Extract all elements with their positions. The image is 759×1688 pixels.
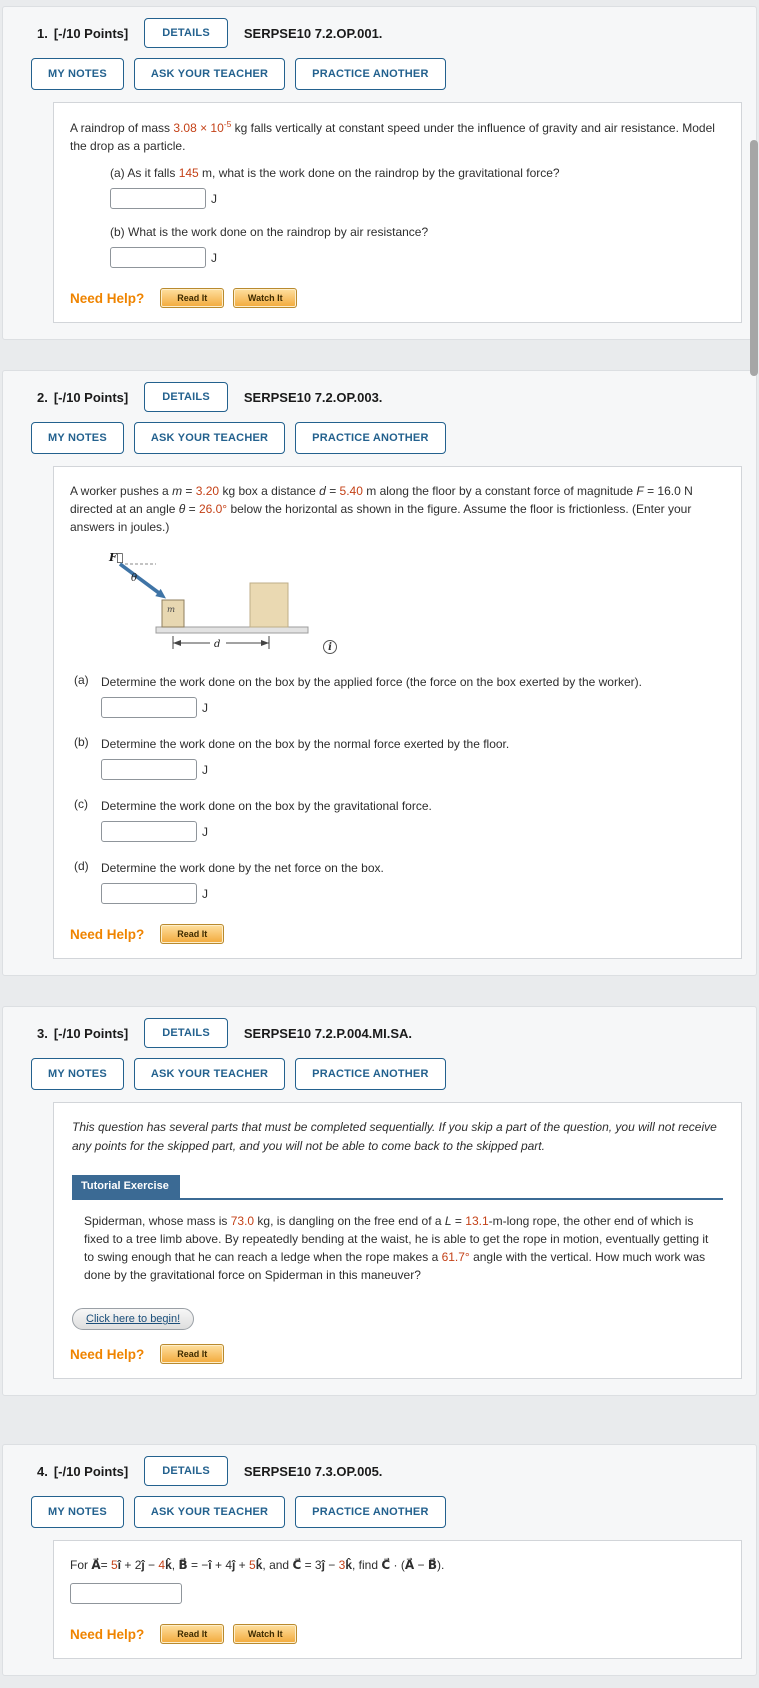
watch-it-button[interactable]: Watch It [233,288,297,308]
problem-4 [2,1444,757,1676]
part-text: Determine the work done on the box by the gravitational force. [101,799,432,813]
problem-3 [2,1006,757,1396]
ask-your-teacher-button[interactable]: ASK YOUR TEACHER [134,1496,285,1528]
answer-input[interactable] [70,1583,182,1604]
part-letter: (d) [74,859,89,873]
part-b-label: (b) What is the work done on the raindrop by air resistance? [110,225,429,239]
unit-label: J [211,191,217,206]
points-label: [-/10 Points] [53,25,129,41]
my-notes-button[interactable]: MY NOTES [31,422,124,454]
part-row [70,797,725,815]
answer-row [101,883,725,904]
read-it-button[interactable]: Read It [160,288,224,308]
ask-your-teacher-button[interactable]: ASK YOUR TEACHER [134,58,285,90]
figure-row [100,548,725,656]
part-a-answer-row [110,188,725,209]
problem-id: SERPSE10 7.3.OP.005. [243,1463,383,1479]
need-help-row [70,288,725,308]
unit-label: J [202,824,208,839]
problem-2 [2,370,757,976]
details-button[interactable]: DETAILS [144,1456,228,1486]
part-text: Determine the work done by the net force on the box. [101,861,384,875]
unit-label: J [211,250,217,265]
need-help-label: Need Help? [70,1346,145,1362]
answer-input[interactable] [110,188,206,209]
practice-another-button[interactable]: PRACTICE ANOTHER [295,1058,445,1090]
part-text: Determine the work done on the box by the applied force (the force on the box exerted by the worker). [101,675,642,689]
answer-input[interactable] [101,697,197,718]
question-intro: A raindrop of mass $3.08 \times 10^{-5}$ kg falls vertically at constant speed under the influence of gravity and air resistance. Model the drop as a particle. [70,119,715,153]
question-parts [70,164,725,268]
problem-4-header [25,1456,742,1486]
part-row [70,859,725,877]
problem-2-header [25,382,742,412]
problem-3-content [53,1102,742,1379]
scrollbar-thumb[interactable] [750,140,758,376]
practice-another-button[interactable]: PRACTICE ANOTHER [295,422,445,454]
answer-row [70,1583,725,1604]
problem-number: 1. [37,25,48,41]
mass-label: m [167,605,176,615]
ask-your-teacher-button[interactable]: ASK YOUR TEACHER [134,422,285,454]
answer-row [101,759,725,780]
part-row [70,735,725,753]
points-label: [-/10 Points] [53,1463,129,1479]
need-help-label: Need Help? [70,926,145,942]
problem-4-toolbar [25,1496,742,1528]
details-button[interactable]: DETAILS [144,18,228,48]
force-label: F⃗ [109,551,124,564]
tutorial-exercise-header: Tutorial Exercise [72,1175,180,1198]
problem-2-toolbar [25,422,742,454]
my-notes-button[interactable]: MY NOTES [31,1058,124,1090]
problem-3-header [25,1018,742,1048]
part-letter: (a) [74,673,89,687]
problem-1-content [53,102,742,323]
read-it-button[interactable]: Read It [160,1624,224,1644]
tutorial-body: Spiderman, whose mass is 73.0 kg, is dangling on the free end of a L = 13.1-m-long rope, the other end of which is fixed to a tree limb above. By repeatedly bending at the waist, he is able to get the rope in motion, eventually getting it to swing enough that he can reach a ledge when the rope makes a 61.7° angle with the vertical. How much work was done by the gravitational force on Spiderman in this maneuver? [84,1214,709,1283]
answer-input[interactable] [101,759,197,780]
need-help-row [70,1624,725,1644]
answer-input[interactable] [101,883,197,904]
problem-4-content [53,1540,742,1659]
info-icon[interactable]: i [323,640,337,654]
problem-1-header [25,18,742,48]
part-a-label: (a) As it falls 145 m, what is the work done on the raindrop by the gravitational force? [110,166,560,180]
ask-your-teacher-button[interactable]: ASK YOUR TEACHER [134,1058,285,1090]
answer-input[interactable] [110,247,206,268]
answer-row [101,697,725,718]
problem-id: SERPSE10 7.2.OP.003. [243,389,383,405]
read-it-button[interactable]: Read It [160,924,224,944]
problem-3-toolbar [25,1058,742,1090]
my-notes-button[interactable]: MY NOTES [31,58,124,90]
answer-input[interactable] [101,821,197,842]
part-b-answer-row [110,247,725,268]
watch-it-button[interactable]: Watch It [233,1624,297,1644]
problem-id: SERPSE10 7.2.P.004.MI.SA. [243,1025,413,1041]
need-help-label: Need Help? [70,290,145,306]
answer-row [101,821,725,842]
practice-another-button[interactable]: PRACTICE ANOTHER [295,58,445,90]
unit-label: J [202,762,208,777]
problem-number: 3. [37,1025,48,1041]
problem-number: 4. [37,1463,48,1479]
angle-label: θ [131,573,138,584]
unit-label: J [202,886,208,901]
points-label: [-/10 Points] [53,1025,129,1041]
problem-1 [2,6,757,340]
read-it-button[interactable]: Read It [160,1344,224,1364]
distance-label: d [214,639,221,650]
part-text: Determine the work done on the box by the normal force exerted by the floor. [101,737,510,751]
question-intro: For A⃗= 5î + 2ĵ − 4k̂, B⃗ = −î + 4ĵ + 5k̂, and C⃗ = 3ĵ − 3k̂, find C⃗ · (A⃗ − B⃗). [70,1558,445,1573]
details-button[interactable]: DETAILS [144,1018,228,1048]
sequential-notice: This question has several parts that must be completed sequentially. If you skip a part of the question, you will not receive any points for the skipped part, and you will not be able to come back to the skipped part. [72,1120,717,1153]
need-help-label: Need Help? [70,1626,145,1642]
need-help-row [70,1344,725,1364]
problem-2-content [53,466,742,959]
practice-another-button[interactable]: PRACTICE ANOTHER [295,1496,445,1528]
problem-number: 2. [37,389,48,405]
part-letter: (b) [74,735,89,749]
details-button[interactable]: DETAILS [144,382,228,412]
unit-label: J [202,700,208,715]
tutorial-exercise-bar [72,1175,723,1200]
question-intro: A worker pushes a m = 3.20 kg box a distance d = 5.40 m along the floor by a constant force of magnitude F = 16.0 N directed at an angle θ = 26.0° below the horizontal as shown in the figure. Assume the floor is frictionless. (Enter your answers in joules.) [70,484,693,534]
need-help-row [70,924,725,944]
problem-1-toolbar [25,58,742,90]
box-push-figure [100,548,315,656]
my-notes-button[interactable]: MY NOTES [31,1496,124,1528]
points-label: [-/10 Points] [53,389,129,405]
problem-id: SERPSE10 7.2.OP.001. [243,25,383,41]
click-to-begin-button[interactable]: Click here to begin! [72,1308,194,1330]
part-letter: (c) [74,797,88,811]
part-row [70,673,725,691]
